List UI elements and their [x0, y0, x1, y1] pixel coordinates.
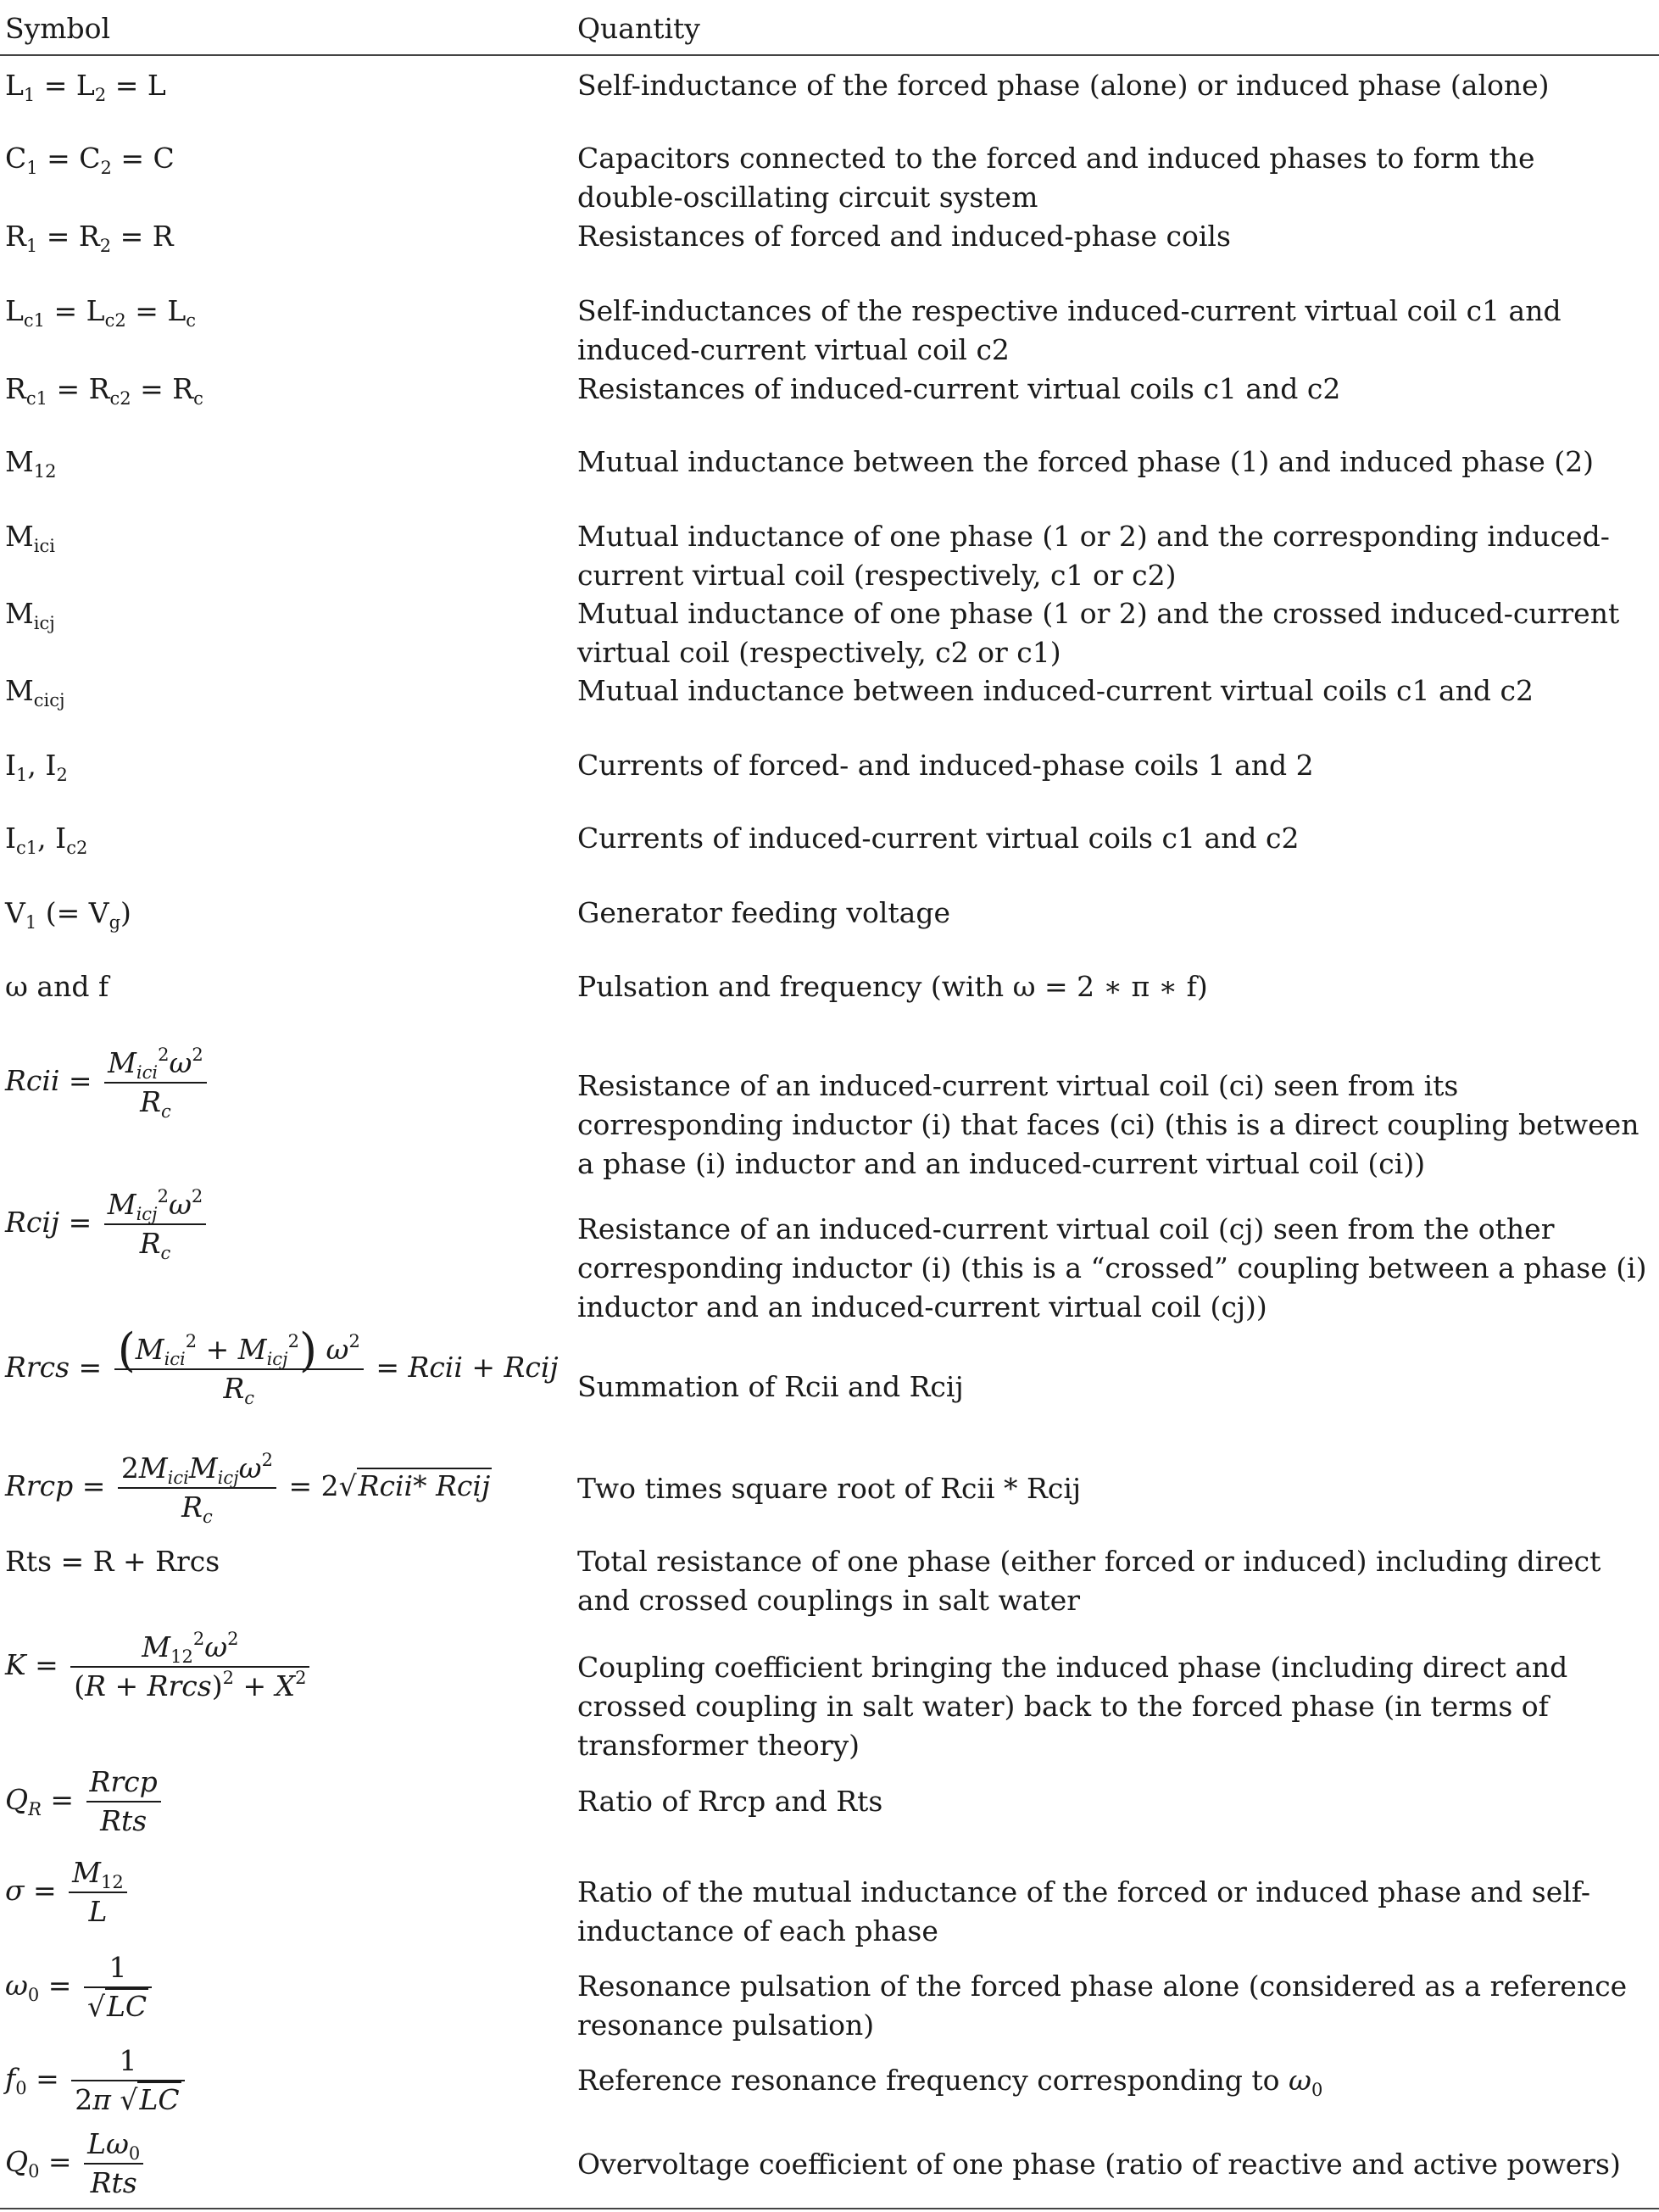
row-quantity: Coupling coefficient bringing the induced phase (including direct and crossed coupling in salt water) back to the forced phase (in terms of transformer theory): [577, 1651, 1568, 1762]
row-quantity: Resonance pulsation of the forced phase alone (considered as a reference resonance pulsation): [577, 1970, 1628, 2042]
row-symbol: Rrcs = $\frac{(M_{ici}^2 + M_{icj}^2) \omega^2}{R_c}$ = Rcii + Rcij: [5, 1323, 559, 1408]
row-quantity: Ratio of the mutual inductance of the forced or induced phase and self-inductance of each phase: [577, 1875, 1590, 1947]
row-symbol: K = $\frac{M_{12}^2\omega^2}{(R + Rrcs)^2 + X^2}$: [5, 1629, 313, 1705]
row-quantity: Mutual inductance of one phase (1 or 2) and the crossed induced-current virtual coil (respectively, c2 or c1): [577, 597, 1620, 669]
row-symbol: ω and f: [5, 970, 109, 1003]
row-symbol: $M_{ici}$: [5, 520, 55, 556]
row-quantity: Self-inductance of the forced phase (alone) or induced phase (alone): [577, 69, 1550, 102]
row-symbol: $R_1 = R_2 = R$: [5, 220, 174, 256]
row-symbol: $Q_0$ = $\frac{L\omega_0}{\text{Rts}}$: [5, 2126, 147, 2202]
row-quantity: Mutual inductance between induced-current virtual coils c1 and c2: [577, 674, 1534, 707]
row-symbol: Rrcp = $\frac{2M_{ici}M_{icj}\omega^2}{R_c}$ = 2√Rcii* Rcij: [5, 1450, 491, 1527]
row-quantity: Currents of induced-current virtual coils c1 and c2: [577, 822, 1300, 855]
row-symbol: $I_1$, $I_2$: [5, 749, 68, 785]
row-quantity: Pulsation and frequency (with ω = 2 ∗ π ∗ f): [577, 970, 1208, 1003]
row-quantity: Currents of forced- and induced-phase coils 1 and 2: [577, 749, 1314, 782]
header-rule: [0, 54, 1659, 56]
row-symbol: $\omega_0$ = $\frac{1}{√LC}$: [5, 1949, 155, 2025]
row-quantity: Two times square root of Rcii * Rcij: [577, 1472, 1082, 1505]
row-symbol: Rcii = $\frac{M_{ici}^2\omega^2}{R_c}$: [5, 1045, 210, 1121]
row-quantity: Reference resonance frequency corresponding to $\omega_0$: [577, 2064, 1323, 2100]
row-symbol: $M_{12}$: [5, 445, 57, 482]
row-quantity: Resistances of forced and induced-phase coils: [577, 220, 1231, 253]
row-symbol: $R_{c1} = R_{c2} = R_c$: [5, 372, 203, 409]
row-quantity: Overvoltage coefficient of one phase (ratio of reactive and active powers): [577, 2148, 1621, 2181]
row-quantity: Resistance of an induced-current virtual coil (ci) seen from its corresponding inductor (i) that faces (ci) (this is a direct coupling between a phase (i) inductor and an induced-current virtual coil (ci)): [577, 1069, 1640, 1180]
row-symbol: $M_{cicj}$: [5, 674, 65, 710]
row-quantity: Generator feeding voltage: [577, 896, 950, 929]
row-quantity: Capacitors connected to the forced and induced phases to form the double-oscillating circuit system: [577, 142, 1535, 214]
row-symbol: $L_{c1} = L_{c2} = L_c$: [5, 294, 197, 331]
row-symbol: $I_{c1}$, $I_{c2}$: [5, 822, 88, 858]
row-quantity: Ratio of Rrcp and Rts: [577, 1785, 883, 1818]
row-symbol: Rcij = $\frac{M_{icj}^2\omega^2}{R_c}$: [5, 1186, 209, 1262]
row-symbol: $L_1 = L_2 = L$: [5, 69, 166, 105]
row-symbol: $M_{icj}$: [5, 597, 55, 633]
row-symbol: $V_1$ (= $V_g$): [5, 896, 131, 933]
row-quantity: Mutual inductance between the forced phase (1) and induced phase (2): [577, 445, 1594, 478]
row-quantity: Total resistance of one phase (either forced or induced) including direct and crossed couplings in salt water: [577, 1545, 1601, 1617]
row-symbol: $f_0$ = $\frac{1}{2\pi √LC}$: [5, 2042, 188, 2119]
header-quantity: Quantity: [577, 12, 700, 45]
row-quantity: Resistances of induced-current virtual coils c1 and c2: [577, 372, 1341, 405]
row-quantity: Summation of Rcii and Rcij: [577, 1370, 964, 1403]
row-quantity: Self-inductances of the respective induced-current virtual coil c1 and induced-current virtual coil c2: [577, 294, 1562, 366]
bottom-rule: [0, 2208, 1659, 2209]
row-quantity: Mutual inductance of one phase (1 or 2) and the corresponding induced-current virtual coil (respectively, c1 or c2): [577, 520, 1610, 592]
row-quantity: Resistance of an induced-current virtual coil (cj) seen from the other corresponding inductor (i) (this is a “crossed” coupling between a phase (i) inductor and an induced-current virtual coil (cj)): [577, 1212, 1647, 1323]
row-symbol: $C_1 = C_2 = C$: [5, 142, 175, 178]
row-symbol: $Q_R$ = $\frac{\text{Rrcp}}{\text{Rts}}$: [5, 1763, 164, 1840]
header-symbol: Symbol: [5, 12, 111, 45]
row-symbol: σ = $\frac{M_{12}}{L}$: [5, 1854, 131, 1931]
row-symbol: Rts = R + Rrcs: [5, 1545, 220, 1578]
